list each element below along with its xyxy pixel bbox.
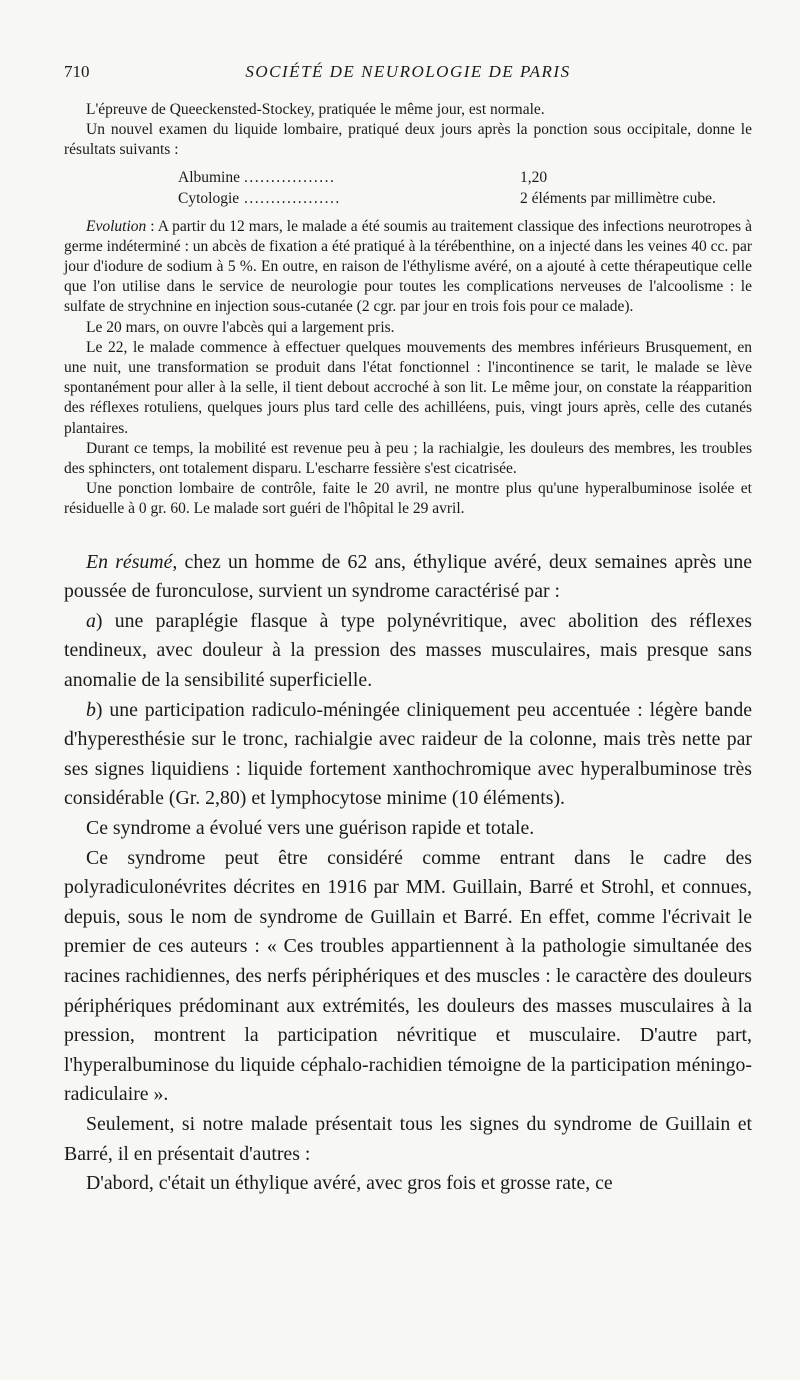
paragraph-nouvel-examen: Un nouvel examen du liquide lombaire, pratiqué deux jours après la ponction sous occipitale, donne le résultats suivants :: [64, 121, 752, 159]
lab-name: Cytologie: [178, 189, 240, 207]
leader-dots: ..................: [244, 189, 341, 207]
evolution-text: : A partir du 12 mars, le malade a été soumis au traitement classique des infections neurotropes à germe indéterminé : un abcès de fixation a été pratiqué à la térébenthine, on a injecté dans les veines 40 cc. par jour d'iodure de sodium à 5 %. En outre, en raison de l'éthylisme avéré, on a ajouté à cette thérapeutique celle que l'on utilise dans le service de neurologie pour toutes les complications nerveuses de l'alcoolisme : le sulfate de strychnine en injection sous-cutanée (2 cgr. par jour en trois fois pour ce malade).: [64, 217, 752, 316]
item-b-text: ) une participation radiculo-méningée cliniquement peu accentuée : légère bande d'hyperesthésie sur le tronc, rachialgie avec raideur de la colonne, mais très nette par ses signes liquidiens : liquide fortement xanthochromique avec hyperalbuminose très considérable (Gr. 2,80) et lymphocytose minime (10 éléments).: [64, 698, 752, 810]
lab-row-albumine: [64, 167, 752, 188]
paragraph-ponction-controle: Une ponction lombaire de contrôle, faite le 20 avril, ne montre plus qu'une hyperalbuminose isolée et résiduelle à 0 gr. 60. Le malade sort guéri de l'hôpital le 29 avril.: [64, 480, 752, 518]
lab-results-table: [64, 167, 752, 209]
paragraph-considere: Ce syndrome peut être considéré comme entrant dans le cadre des polyradiculonévrites décrites en 1916 par MM. Guillain, Barré et Strohl, et connues, depuis, sous le nom de syndrome de Guillain et Barré. En effet, comme l'écrivait le premier de ces auteurs : « Ces troubles appartiennent à la pathologie simultanée des racines rachidiennes, des nerfs périphériques et des muscles : le caractère des douleurs périphériques prédominant aux extrémités, les douleurs des masses musculaires à la pression, montrent la participation névritique et musculaire. D'autre part, l'hyperalbuminose du liquide céphalo-rachidien témoigne de la participation méningo-radiculaire ».: [64, 846, 752, 1106]
paragraph-20-mars: Le 20 mars, on ouvre l'abcès qui a largement pris.: [86, 318, 395, 336]
paragraph-queeckensted: L'épreuve de Queeckensted-Stockey, pratiquée le même jour, est normale.: [86, 101, 545, 118]
running-title: SOCIÉTÉ DE NEUROLOGIE DE PARIS: [245, 62, 571, 81]
paragraph-22: Le 22, le malade commence à effectuer quelques mouvements des membres inférieurs Brusquement, en une nuit, une transformation se produit dans l'état fonctionnel : l'incontinence se tarit, le malade se lève spontanément pour aller à la selle, il tient debout accroché à son lit. Le même jour, on constate la réapparition des réflexes rotuliens, quelques jours plus tard celle des achilléens, puis, vingt jours après, celle des cutanés plantaires.: [64, 338, 752, 437]
paragraph-evolution: [64, 217, 752, 318]
case-report-section: [64, 100, 752, 520]
resume-label: En résumé: [86, 550, 173, 573]
summary-section: [64, 548, 752, 1199]
paragraph-dabord: D'abord, c'était un éthylique avéré, avec gros fois et grosse rate, ce: [86, 1172, 613, 1195]
paragraph-evolue: Ce syndrome a évolué vers une guérison rapide et totale.: [86, 817, 535, 839]
paragraph-item-a: [64, 607, 752, 696]
leader-dots: .................: [244, 168, 336, 186]
item-a-label: a: [86, 609, 96, 632]
paragraph-seulement: Seulement, si notre malade présentait tous les signes du syndrome de Guillain et Barré, il en présentait d'autres :: [64, 1112, 752, 1165]
item-a-text: ) une paraplégie flasque à type polynévritique, avec abolition des réflexes tendineux, avec douleur à la pression des masses musculaires, mais presque sans anomalie de la sensibilité superficielle.: [64, 609, 752, 692]
resume-text: , chez un homme de 62 ans, éthylique avéré, deux semaines après une poussée de furonculose, survient un syndrome caractérisé par :: [64, 550, 752, 603]
lab-row-cytologie: [64, 188, 752, 209]
paragraph-resume: [64, 548, 752, 607]
paragraph-item-b: [64, 696, 752, 814]
page-number: 710: [64, 62, 90, 81]
lab-value: 2 éléments par millimètre cube.: [520, 189, 716, 207]
document-page: [64, 56, 752, 1199]
lab-value: 1,20: [520, 168, 548, 186]
evolution-label: Evolution: [86, 217, 147, 235]
paragraph-durant: Durant ce temps, la mobilité est revenue peu à peu ; la rachialgie, les douleurs des membres, les troubles des sphincters, ont totalement disparu. L'escharre fessière s'est cicatrisée.: [64, 439, 752, 478]
item-b-label: b: [86, 698, 96, 721]
lab-name: Albumine: [178, 168, 240, 186]
page-header: [64, 56, 752, 92]
